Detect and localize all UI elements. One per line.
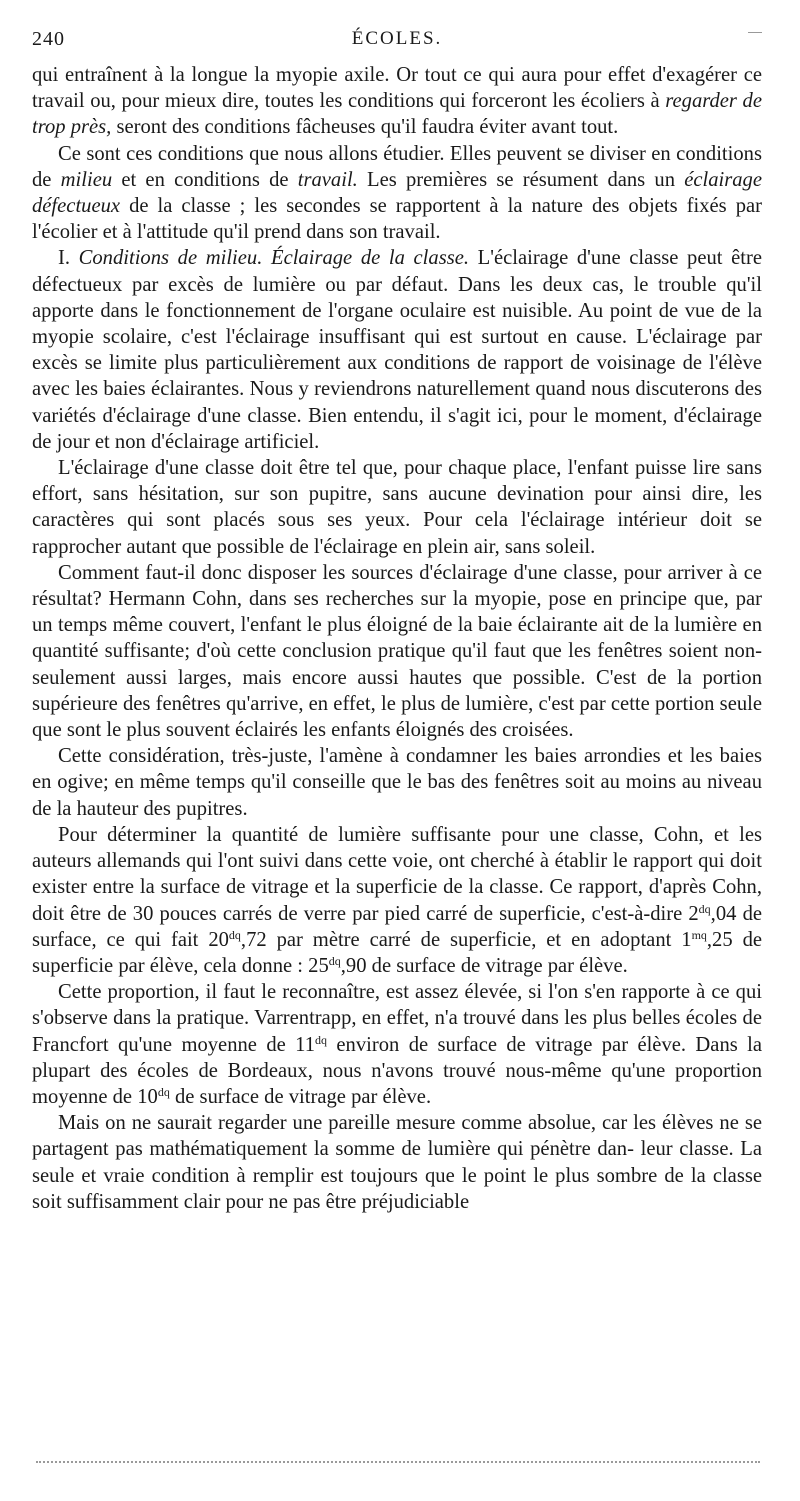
footer-dotted-rule [36,1461,760,1463]
p7-superscript-1: dq [698,901,711,916]
p2-italic-1: milieu [60,168,113,191]
paragraph-9: Mais on ne saurait regarder une pareille mesure comme absolue, car les élèves ne se partagent pas mathématiquement la somme de lumière qui pénètre dan- leur classe. La seule et vraie condition à remplir est toujours que le point le plus sombre de la classe soit suffisamment clair pour ne pas être préjudiciable [32,1112,762,1213]
paragraph-8 [32,979,762,1110]
page-number: 240 [32,28,65,50]
p3-text-2: L'éclairage d'une classe peut être défectueux par excès de lumière ou par défaut. Dans les deux cas, le trouble qu'il apporte dans le fonctionnement de l'organe oculaire est nuisible. Au point de vue de la myopie scolaire, c'est l'éclairage insuffisant qui est surtout en cause. L'éclairage par excès se limite plus particulièrement aux conditions de rapport de voisinage de l'élève avec les baies éclairantes. Nous y reviendrons naturellement quand nous discuterons des variétés d'éclairage d'une classe. Bien entendu, il s'agit ici, pour le moment, d'éclairage de jour et non d'éclairage artificiel. [32,247,763,453]
paragraph-6: Cette considération, très-juste, l'amène à condamner les baies arrondies et les baies en ogive; en même temps qu'il conseille que le bas des fenêtres soit au moins au niveau de la hauteur des pupitres. [32,745,762,820]
p1-text-1: qui entraînent à la longue la myopie axile. Or tout ce qui aura pour effet d'exagérer ce travail ou, pour mieux dire, toutes les conditions qui forceront les écoliers à [32,64,762,113]
paragraph-2 [32,141,762,246]
p7-superscript-4: dq [328,953,341,968]
p2-text-3: Les premières se résument dans un [357,168,685,191]
p7-text-4: ,25 de superficie par élève, cela donne : 25 [32,928,763,977]
p2-italic-3: éclairage défectueux [32,168,762,218]
p8-superscript-2: dq [157,1084,170,1099]
p7-text-5: ,90 de surface de vitrage par élève. [340,954,628,977]
p1-text-2: seront des conditions fâcheuses qu'il faudra éviter avant tout. [111,116,619,139]
p7-superscript-2: dq [228,927,241,942]
paragraph-7 [32,822,762,979]
p2-italic-2: travail. [297,168,358,191]
p2-text-2: et en conditions de [112,168,298,191]
section-title: Conditions de milieu. Éclairage de la classe. [78,247,470,270]
section-heading-paragraph [32,245,762,455]
page-header [32,28,762,56]
p8-text-1: Cette proportion, il faut le reconnaître, est assez élevée, si l'on s'en rapporte à ce qui s'observe dans la pratique. Varrentrapp, en effet, n'a trouvé dans les plus belles écoles de Francfort qu'une moyenne de 11 [32,981,762,1056]
paragraph-1 [32,62,762,141]
p8-text-2: environ de surface de vitrage par élève. Dans la plupart des écoles de Bordeaux, nous n'avons trouvé nous-même qu'une proportion moyenne de 10 [32,1033,763,1108]
p8-superscript-1: dq [315,1032,327,1047]
p7-text-2: ,04 de surface, ce qui fait 20 [32,902,763,951]
p7-text-3: ,72 par mètre carré de superficie, et en adoptant 1 [240,928,692,951]
p8-text-3: de surface de vitrage par élève. [169,1085,432,1108]
p2-text-1: Ce sont ces conditions que nous allons étudier. Elles peuvent se diviser en conditions de [32,142,762,191]
p7-superscript-3: mq [691,927,707,942]
p7-text-1: Pour déterminer la quantité de lumière suffisante pour une classe, Cohn, et les auteurs allemands qui l'ont suivi dans cette voie, ont cherché à établir le rapport qui doit exister entre la surface de vitrage et la superficie de la classe. Ce rapport, d'après Cohn, doit être de 30 pouces carrés de verre par pied carré de superficie, c'est-à-dire 2 [32,823,762,925]
paragraph-4: L'éclairage d'une classe doit être tel que, pour chaque place, l'enfant puisse lire sans effort, sans hésitation, sur son pupitre, sans aucune devination pour ainsi dire, les caractères qui sont placés sous ses yeux. Pour cela l'éclairage intérieur doit se rapprocher autant que possible de l'éclairage en plein air, sans soleil. [32,457,762,558]
running-head: ÉCOLES. [351,28,443,49]
body-text [32,62,762,1215]
p3-text-1: I. [58,247,79,270]
p2-text-4: de la classe ; les secondes se rapportent à la nature des objets fixés par l'écolier et à l'attitude qu'il prend dans son travail. [32,195,762,244]
p1-italic-1: regarder de trop près, [32,90,762,139]
header-rule-mark [748,32,762,33]
paragraph-5: Comment faut-il donc disposer les sources d'éclairage d'une classe, pour arriver à ce résultat? Hermann Cohn, dans ses recherches sur la myopie, pose en principe que, par un temps même couvert, l'enfant le plus éloigné de la baie éclairante ait de la lumière en quantité suffisante; d'où cette conclusion pratique qu'il faut que les fenêtres soient non-seulement aussi larges, mais encore aussi hautes que possible. C'est de la portion supérieure des fenêtres qu'arrive, en effet, le plus de lumière, c'est par cette portion seule que sont le plus souvent éclairés les enfants éloignés des croisées. [32,561,762,742]
